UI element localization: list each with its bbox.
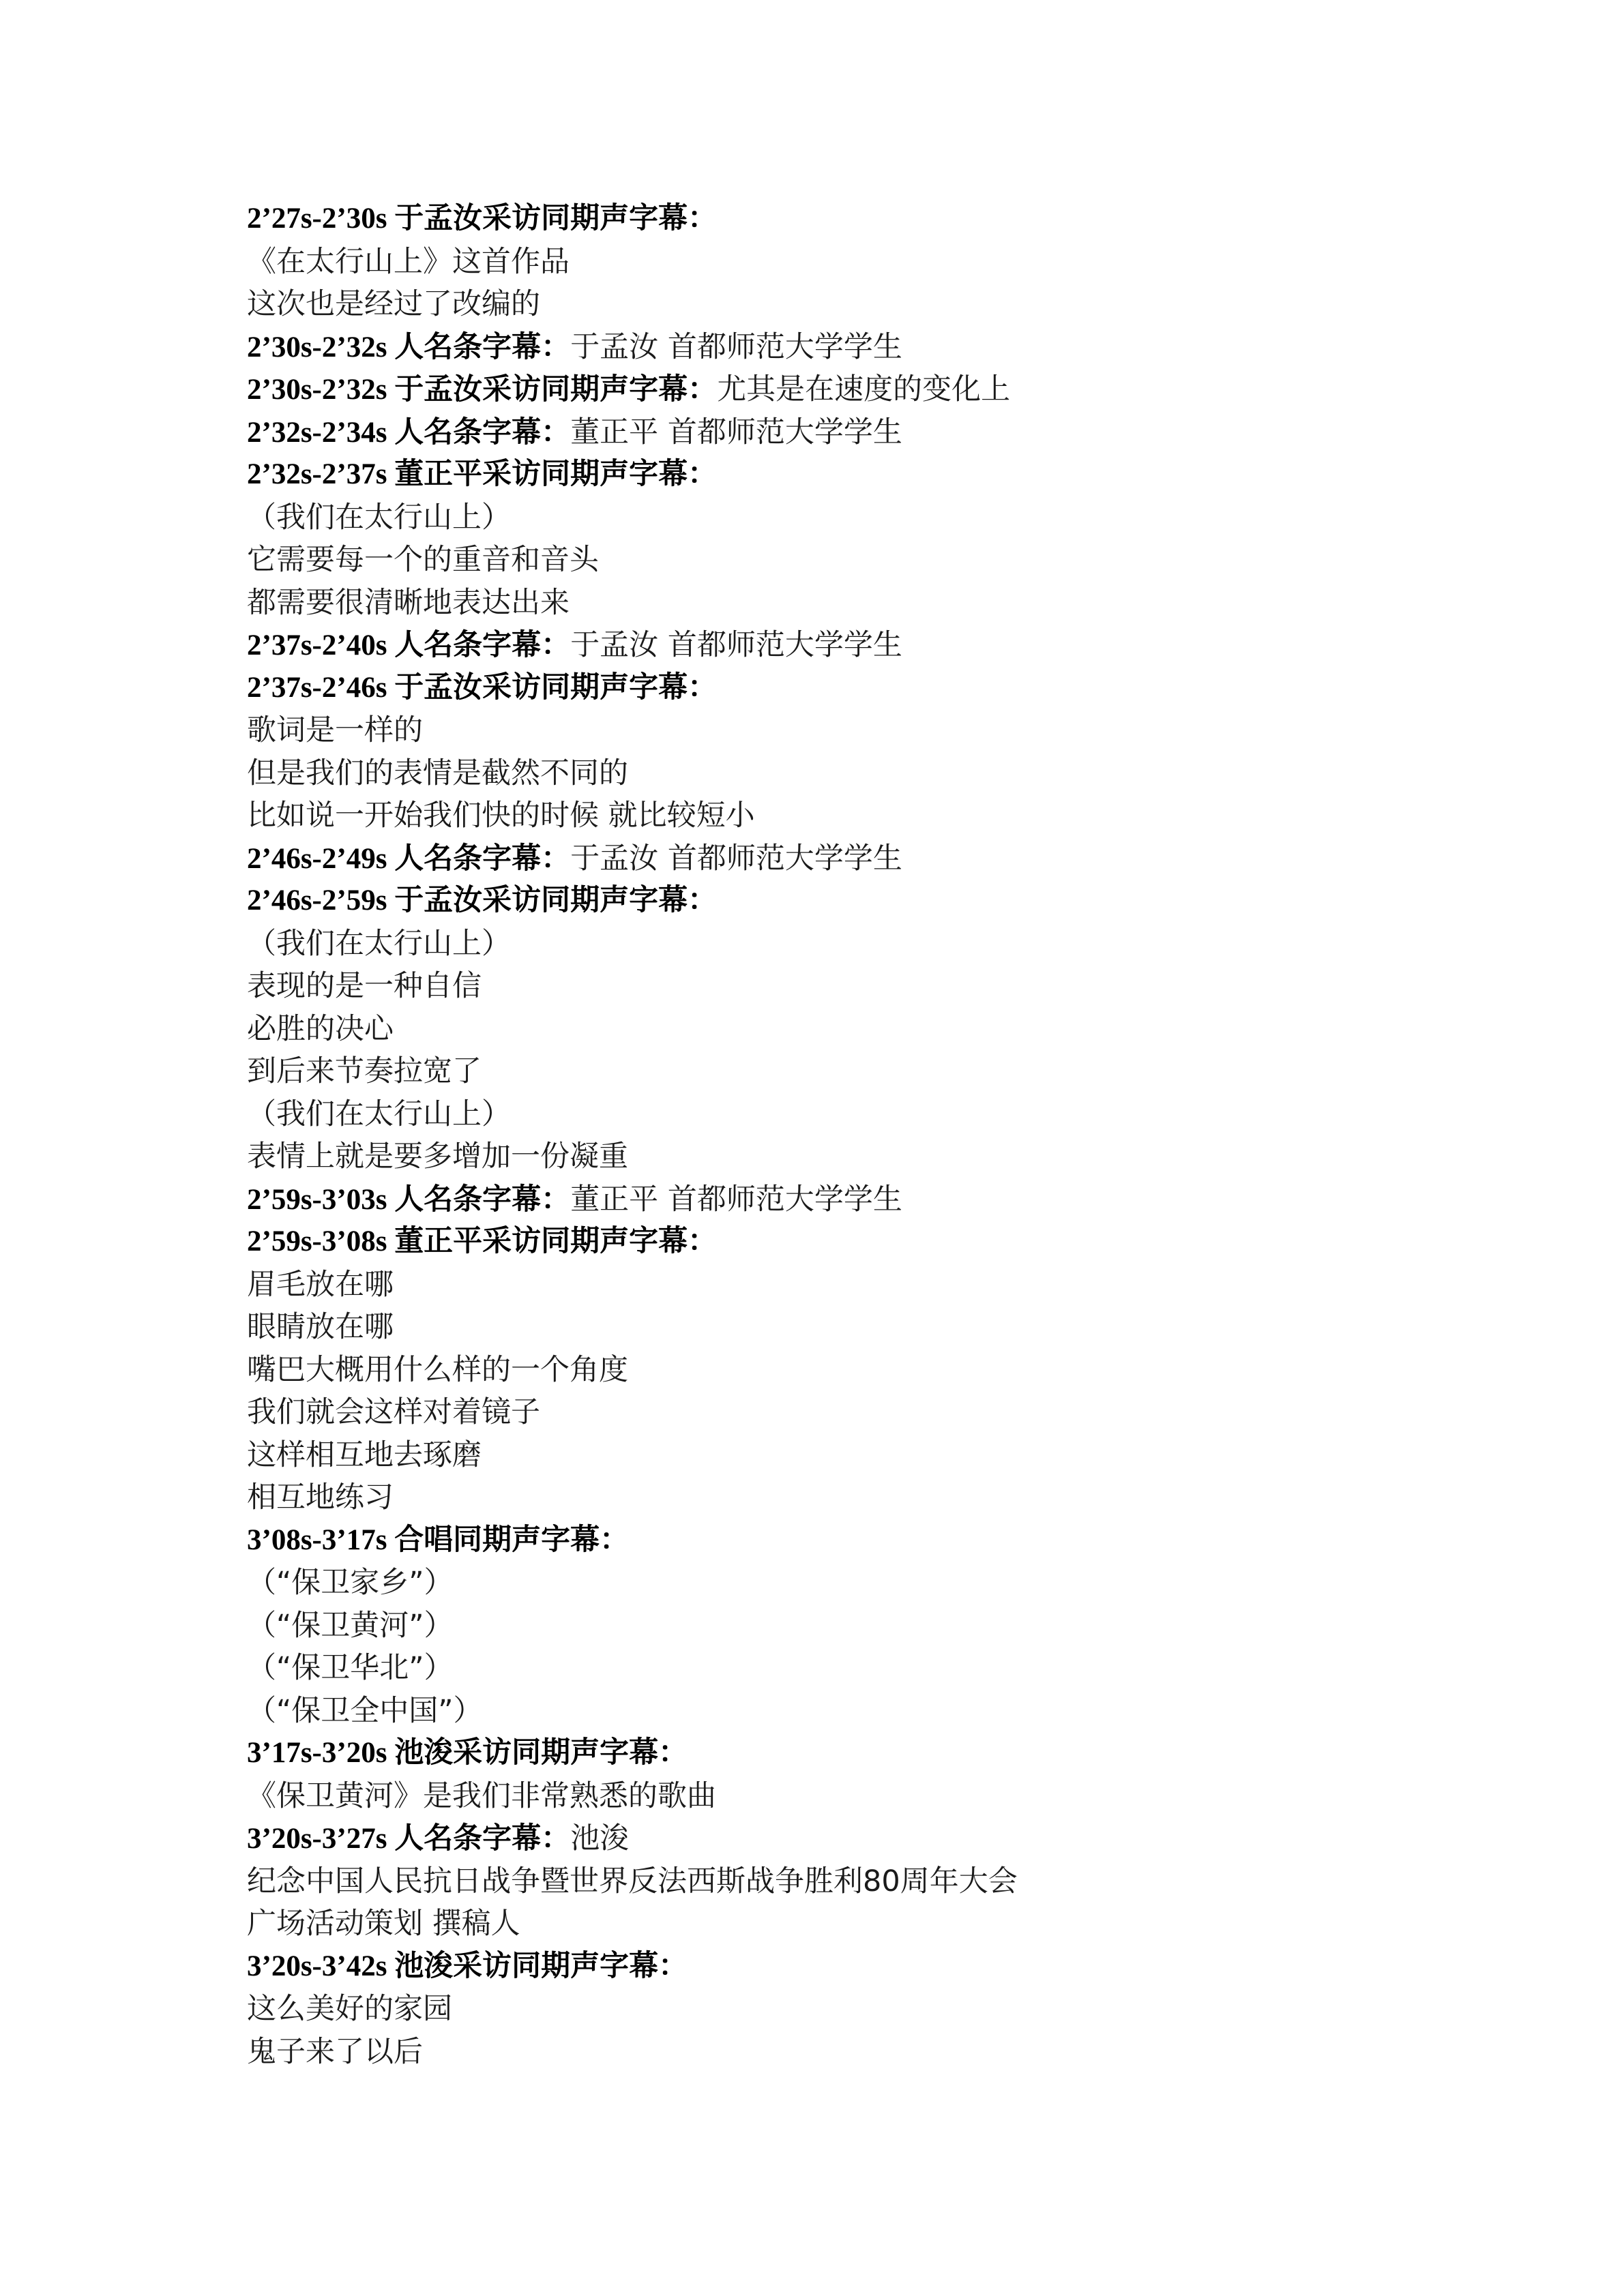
cue-timecode: 2’37s-2’46s bbox=[247, 671, 387, 704]
subtitle-text-line bbox=[247, 539, 1543, 582]
cue-label: 池浚采访同期声字幕： bbox=[394, 1737, 688, 1769]
cue-heading-line bbox=[247, 411, 1543, 454]
subtitle-text: 这么美好的家园 bbox=[247, 1992, 452, 2026]
subtitle-text: 都需要很清晰地表达出来 bbox=[247, 585, 570, 620]
subtitle-text: 《保卫黄河》是我们非常熟悉的歌曲 bbox=[247, 1778, 716, 1813]
subtitle-text: 广场活动策划 撰稿人 bbox=[247, 1907, 520, 1941]
cue-label: 人名条字幕： bbox=[394, 629, 571, 661]
cue-label: 人名条字幕： bbox=[394, 331, 571, 363]
subtitle-script bbox=[247, 198, 1543, 2073]
cue-inline-text: 于孟汝 首都师范大学学生 bbox=[570, 329, 902, 364]
subtitle-text-line bbox=[247, 1647, 1543, 1690]
subtitle-text-line bbox=[247, 1476, 1543, 1519]
cue-label: 人名条字幕： bbox=[394, 842, 571, 875]
cue-timecode: 2’32s-2’37s bbox=[247, 458, 387, 490]
cue-timecode: 3’08s-3’17s bbox=[247, 1523, 387, 1556]
subtitle-text-line bbox=[247, 965, 1543, 1008]
subtitle-text-line bbox=[247, 2031, 1543, 2074]
subtitle-text-line bbox=[247, 1306, 1543, 1349]
cue-label: 于孟汝采访同期声字幕： bbox=[394, 374, 718, 406]
cue-label: 于孟汝采访同期声字幕： bbox=[394, 203, 718, 235]
subtitle-text-line bbox=[247, 1264, 1543, 1307]
cue-heading-line bbox=[247, 624, 1543, 667]
subtitle-text: 鬼子来了以后 bbox=[247, 2034, 423, 2069]
cue-heading-line bbox=[247, 1732, 1543, 1775]
subtitle-text: 相互地练习 bbox=[247, 1480, 394, 1515]
subtitle-text: 眼睛放在哪 bbox=[247, 1310, 394, 1344]
cue-timecode: 2’30s-2’32s bbox=[247, 374, 387, 406]
subtitle-text: （“保卫家乡”） bbox=[247, 1566, 454, 1600]
subtitle-text: （我们在太行山上） bbox=[247, 1097, 511, 1131]
subtitle-text-line bbox=[247, 1391, 1543, 1434]
subtitle-text: 纪念中国人民抗日战争暨世界反法西斯战争胜利80周年大会 bbox=[247, 1864, 1018, 1898]
cue-timecode: 2’37s-2’40s bbox=[247, 629, 387, 661]
cue-heading-line bbox=[247, 837, 1543, 880]
cue-heading-line bbox=[247, 1817, 1543, 1860]
subtitle-text-line bbox=[247, 1562, 1543, 1605]
subtitle-text-line bbox=[247, 283, 1543, 326]
cue-inline-text: 于孟汝 首都师范大学学生 bbox=[570, 628, 902, 662]
cue-timecode: 3’20s-3’27s bbox=[247, 1823, 387, 1855]
cue-heading-line bbox=[247, 368, 1543, 411]
cue-label: 于孟汝采访同期声字幕： bbox=[394, 671, 718, 704]
cue-inline-text: 董正平 首都师范大学学生 bbox=[570, 1182, 902, 1217]
cue-label: 人名条字幕： bbox=[394, 1183, 571, 1216]
subtitle-text-line bbox=[247, 1775, 1543, 1818]
cue-timecode: 3’20s-3’42s bbox=[247, 1950, 387, 1982]
subtitle-text: 我们就会这样对着镜子 bbox=[247, 1395, 540, 1429]
cue-label: 于孟汝采访同期声字幕： bbox=[394, 884, 718, 916]
subtitle-text-line bbox=[247, 1050, 1543, 1093]
subtitle-text: 表情上就是要多增加一份凝重 bbox=[247, 1139, 628, 1174]
subtitle-text-line bbox=[247, 1860, 1543, 1903]
subtitle-text-line bbox=[247, 1093, 1543, 1136]
subtitle-text-line bbox=[247, 1903, 1543, 1945]
cue-timecode: 2’59s-3’03s bbox=[247, 1183, 387, 1216]
cue-label: 人名条字幕： bbox=[394, 1823, 571, 1855]
subtitle-text: 但是我们的表情是截然不同的 bbox=[247, 756, 628, 790]
cue-inline-text: 池浚 bbox=[570, 1821, 630, 1855]
subtitle-text: 这次也是经过了改编的 bbox=[247, 287, 540, 321]
cue-timecode: 2’27s-2’30s bbox=[247, 203, 387, 235]
subtitle-text-line bbox=[247, 923, 1543, 966]
cue-heading-line bbox=[247, 667, 1543, 710]
subtitle-text: 眉毛放在哪 bbox=[247, 1267, 394, 1302]
cue-heading-line bbox=[247, 198, 1543, 241]
cue-timecode: 2’30s-2’32s bbox=[247, 331, 387, 363]
cue-timecode: 2’46s-2’49s bbox=[247, 842, 387, 875]
cue-timecode: 2’46s-2’59s bbox=[247, 884, 387, 916]
subtitle-text-line bbox=[247, 1690, 1543, 1733]
cue-heading-line bbox=[247, 326, 1543, 369]
subtitle-text: （“保卫全中国”） bbox=[247, 1693, 483, 1728]
subtitle-text: （“保卫黄河”） bbox=[247, 1608, 454, 1643]
subtitle-text-line bbox=[247, 709, 1543, 752]
cue-heading-line bbox=[247, 880, 1543, 923]
subtitle-text-line bbox=[247, 1988, 1543, 2031]
subtitle-text: 到后来节奏拉宽了 bbox=[247, 1054, 482, 1088]
subtitle-text: 表现的是一种自信 bbox=[247, 969, 482, 1003]
cue-label: 董正平采访同期声字幕： bbox=[394, 458, 718, 490]
subtitle-text: （我们在太行山上） bbox=[247, 500, 511, 535]
cue-label: 合唱同期声字幕： bbox=[394, 1523, 630, 1556]
subtitle-text-line bbox=[247, 241, 1543, 284]
cue-heading-line bbox=[247, 1945, 1543, 1988]
subtitle-text-line bbox=[247, 1349, 1543, 1392]
cue-heading-line bbox=[247, 1221, 1543, 1264]
subtitle-text-line bbox=[247, 1008, 1543, 1051]
cue-label: 董正平采访同期声字幕： bbox=[394, 1225, 718, 1257]
cue-label: 池浚采访同期声字幕： bbox=[394, 1950, 688, 1982]
subtitle-text: 它需要每一个的重音和音头 bbox=[247, 543, 599, 577]
subtitle-text: 《在太行山上》这首作品 bbox=[247, 244, 570, 279]
cue-timecode: 2’59s-3’08s bbox=[247, 1225, 387, 1257]
cue-inline-text: 尤其是在速度的变化上 bbox=[717, 372, 1011, 406]
cue-label: 人名条字幕： bbox=[394, 416, 571, 449]
subtitle-text: 这样相互地去琢磨 bbox=[247, 1437, 482, 1472]
subtitle-text: 比如说一开始我们快的时候 就比较短小 bbox=[247, 799, 755, 833]
subtitle-text-line bbox=[247, 582, 1543, 625]
subtitle-text-line bbox=[247, 794, 1543, 837]
cue-heading-line bbox=[247, 1519, 1543, 1562]
cue-inline-text: 于孟汝 首都师范大学学生 bbox=[570, 841, 902, 876]
cue-heading-line bbox=[247, 1178, 1543, 1221]
subtitle-text-line bbox=[247, 496, 1543, 539]
subtitle-text-line bbox=[247, 752, 1543, 795]
subtitle-text-line bbox=[247, 1135, 1543, 1178]
subtitle-text: 必胜的决心 bbox=[247, 1011, 394, 1046]
cue-timecode: 3’17s-3’20s bbox=[247, 1737, 387, 1769]
subtitle-text-line bbox=[247, 1605, 1543, 1648]
cue-timecode: 2’32s-2’34s bbox=[247, 416, 387, 449]
cue-heading-line bbox=[247, 453, 1543, 496]
subtitle-text: （“保卫华北”） bbox=[247, 1651, 454, 1685]
subtitle-text-line bbox=[247, 1434, 1543, 1477]
subtitle-text: 歌词是一样的 bbox=[247, 713, 423, 747]
subtitle-text: 嘴巴大概用什么样的一个角度 bbox=[247, 1352, 628, 1387]
subtitle-text: （我们在太行山上） bbox=[247, 926, 511, 961]
cue-inline-text: 董正平 首都师范大学学生 bbox=[570, 415, 902, 449]
